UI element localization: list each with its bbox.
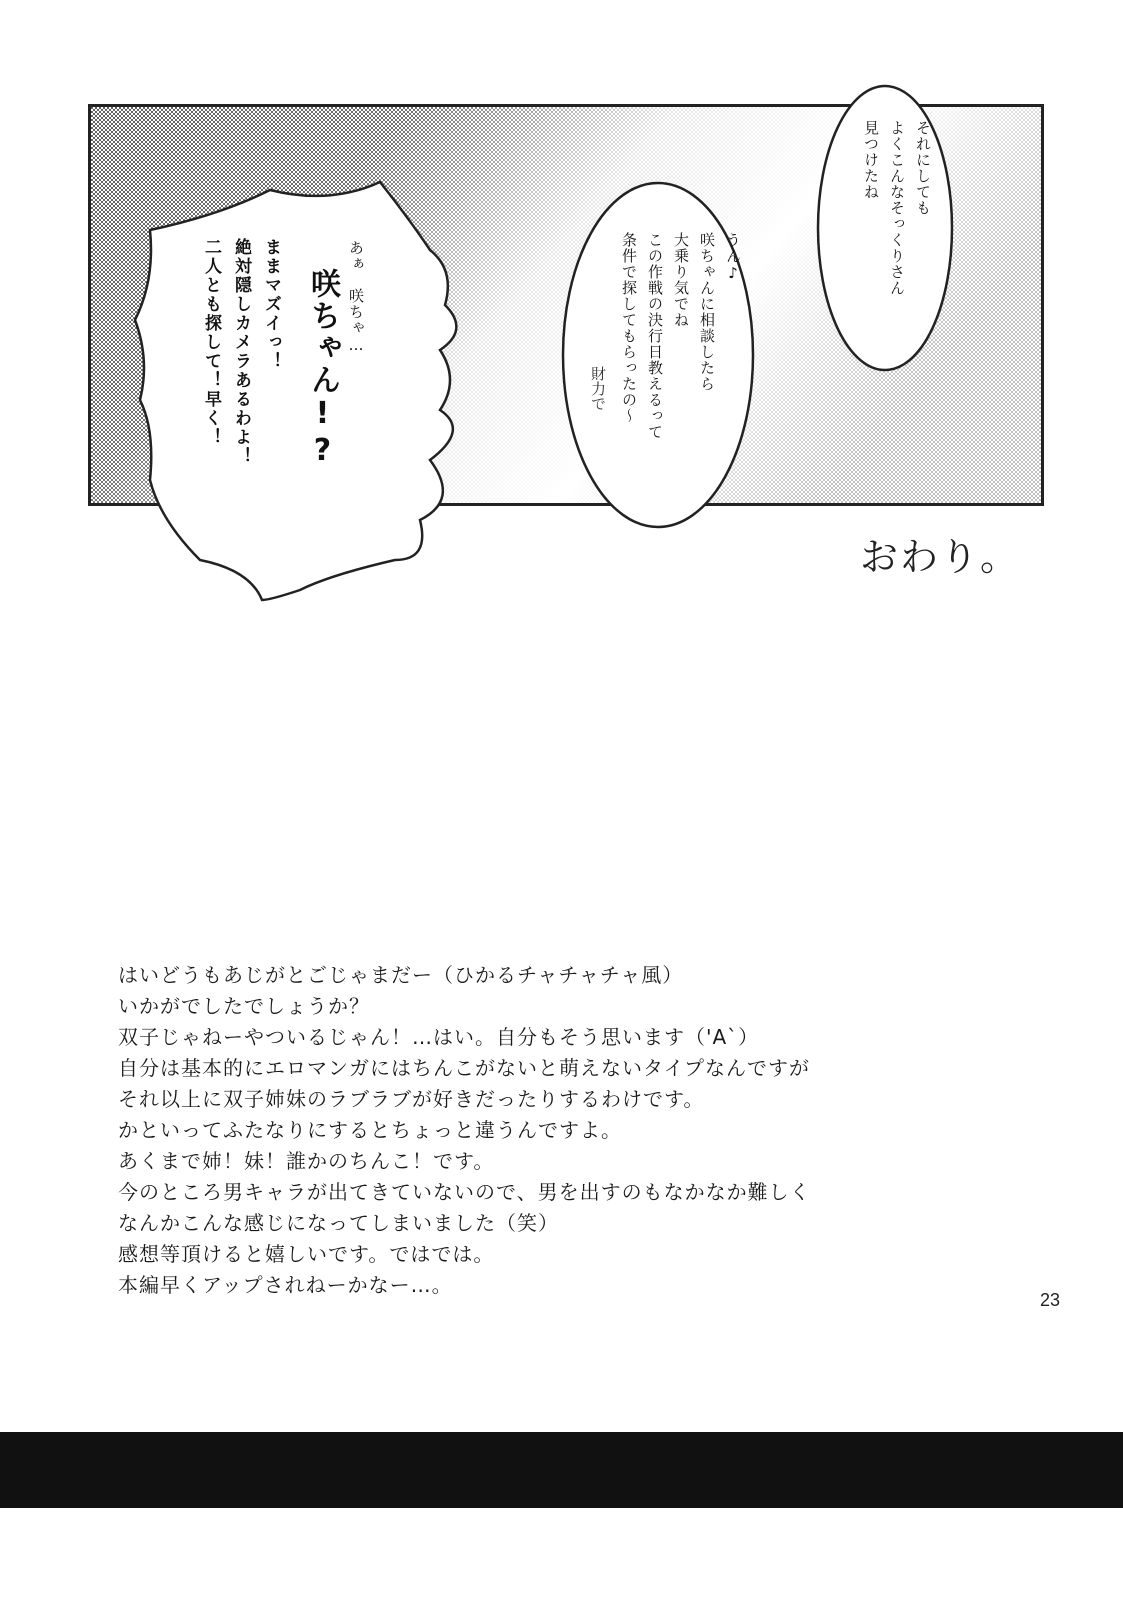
bubble-top-right-line-2: よくこんなそっくりさん	[888, 120, 906, 296]
page-number: 23	[1040, 1290, 1061, 1310]
afterword-line: あくまで姉！妹！誰かのちんこ！です。	[118, 1149, 495, 1173]
shout-rest-line-2: 絶対隠しカメラあるわよ！	[231, 238, 251, 466]
bubble-top-right-line-1: それにしても	[914, 120, 932, 216]
bubble-middle-line-5: 条件で探してもらったの〜	[620, 232, 638, 424]
end-mark: おわり。	[860, 535, 1021, 579]
shout-rest-text	[196, 238, 286, 498]
bubble-middle-line-3: 大乗り気でね	[672, 232, 690, 328]
shout-bubble	[135, 182, 456, 600]
afterword-line: なんかこんな感じになってしまいました（笑）	[118, 1211, 559, 1235]
bubble-middle-text	[616, 232, 746, 492]
shout-rest-line-1: ままマズイっ！	[261, 238, 281, 371]
afterword-line: いかがでしたでしょうか？	[118, 994, 370, 1018]
shout-line-1: あぁ 咲ちゃ…	[347, 240, 365, 355]
afterword-line: それ以上に双子姉妹のラブラブが好きだったりするわけです。	[118, 1087, 705, 1111]
afterword	[118, 960, 898, 1301]
afterword-line: 自分は基本的にエロマンガにはちんこがないと萌えないタイプなんですが	[118, 1056, 810, 1080]
bubble-top-right-text	[858, 120, 936, 320]
afterword-line: 今のところ男キャラが出てきていないので、男を出すのもなかなか難しく	[118, 1180, 811, 1204]
afterword-line: はいどうもあじがとごじゃまだー（ひかるチャチャチャ風）	[118, 963, 684, 987]
afterword-line: 双子じゃねーやついるじゃん！…はい。自分もそう思います（'A`）	[118, 1025, 760, 1049]
afterword-line: 感想等頂けると嬉しいです。ではでは。	[118, 1242, 495, 1266]
bottom-bar	[0, 1432, 1123, 1508]
bubble-middle-line-4: この作戦の決行日教えるって	[646, 232, 664, 440]
bubble-top-right-line-3: 見つけたね	[862, 120, 880, 200]
afterword-line: 本編早くアップされねーかなー…。	[118, 1273, 453, 1297]
bubble-middle-line-1: うん♪	[724, 232, 742, 283]
bubble-middle-line-2: 咲ちゃんに相談したら	[698, 232, 716, 392]
afterword-line: かといってふたなりにするとちょっと違うんですよ。	[118, 1118, 622, 1142]
aside-note: 財力で	[589, 366, 607, 411]
shout-rest-line-3: 二人とも探して！早く！	[201, 238, 221, 447]
shout-big-text: 咲ちゃん!?	[305, 268, 340, 470]
